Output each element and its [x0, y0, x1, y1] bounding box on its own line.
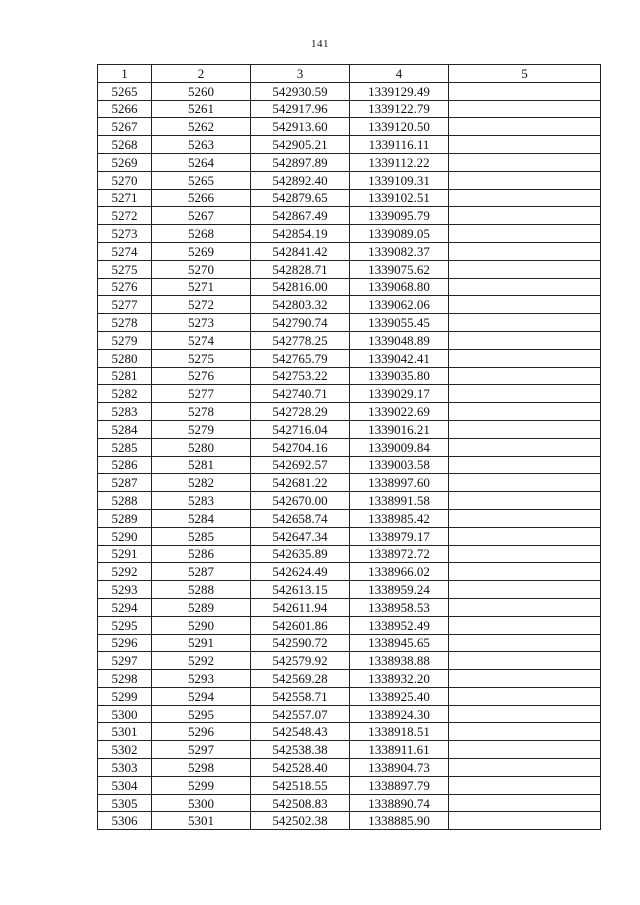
- table-cell-col-5: [449, 545, 601, 563]
- table-cell-col-4: 1338985.42: [350, 509, 449, 527]
- table-row: [98, 687, 601, 705]
- table-cell-col-4: 1338945.65: [350, 634, 449, 652]
- table-cell-col-3: 542728.29: [251, 403, 350, 421]
- table-cell-col-3: 542613.15: [251, 581, 350, 599]
- column-header-4: 4: [350, 65, 449, 83]
- table-cell-col-2: 5282: [152, 474, 251, 492]
- table-cell-col-4: 1339109.31: [350, 171, 449, 189]
- table-cell-col-3: 542704.16: [251, 438, 350, 456]
- table-cell-col-1: 5270: [98, 171, 152, 189]
- table-cell-col-3: 542558.71: [251, 687, 350, 705]
- table-cell-col-5: [449, 331, 601, 349]
- table-cell-col-3: 542647.34: [251, 527, 350, 545]
- table-cell-col-2: 5293: [152, 670, 251, 688]
- table-cell-col-2: 5301: [152, 812, 251, 830]
- table-cell-col-5: [449, 296, 601, 314]
- table-cell-col-1: 5277: [98, 296, 152, 314]
- table-cell-col-5: [449, 776, 601, 794]
- table-cell-col-4: 1338952.49: [350, 616, 449, 634]
- table-cell-col-2: 5289: [152, 598, 251, 616]
- column-header-1: 1: [98, 65, 152, 83]
- table-cell-col-2: 5271: [152, 278, 251, 296]
- table-cell-col-5: [449, 456, 601, 474]
- table-cell-col-2: 5291: [152, 634, 251, 652]
- table-cell-col-1: 5291: [98, 545, 152, 563]
- table-cell-col-2: 5287: [152, 563, 251, 581]
- table-cell-col-1: 5281: [98, 367, 152, 385]
- table-row: [98, 153, 601, 171]
- table-cell-col-4: 1339120.50: [350, 118, 449, 136]
- table-cell-col-3: 542930.59: [251, 82, 350, 100]
- table-row: [98, 616, 601, 634]
- table-cell-col-2: 5265: [152, 171, 251, 189]
- table-cell-col-1: 5283: [98, 403, 152, 421]
- table-cell-col-2: 5300: [152, 794, 251, 812]
- table-row: [98, 456, 601, 474]
- table-cell-col-4: 1339029.17: [350, 385, 449, 403]
- table-cell-col-2: 5296: [152, 723, 251, 741]
- table-cell-col-3: 542913.60: [251, 118, 350, 136]
- table-cell-col-2: 5298: [152, 759, 251, 777]
- table-cell-col-3: 542854.19: [251, 225, 350, 243]
- table-row: [98, 420, 601, 438]
- table-cell-col-1: 5292: [98, 563, 152, 581]
- table-row: [98, 527, 601, 545]
- table-row: [98, 367, 601, 385]
- table-cell-col-5: [449, 171, 601, 189]
- table-row: [98, 225, 601, 243]
- table-cell-col-5: [449, 189, 601, 207]
- table-row: [98, 776, 601, 794]
- table-cell-col-3: 542528.40: [251, 759, 350, 777]
- table-cell-col-1: 5276: [98, 278, 152, 296]
- table-cell-col-1: 5279: [98, 331, 152, 349]
- table-row: [98, 474, 601, 492]
- table-cell-col-1: 5304: [98, 776, 152, 794]
- table-cell-col-3: 542867.49: [251, 207, 350, 225]
- table-cell-col-2: 5273: [152, 314, 251, 332]
- table-cell-col-2: 5266: [152, 189, 251, 207]
- table-cell-col-1: 5297: [98, 652, 152, 670]
- table-cell-col-3: 542765.79: [251, 349, 350, 367]
- table-row: [98, 242, 601, 260]
- table-cell-col-4: 1339075.62: [350, 260, 449, 278]
- table-cell-col-3: 542611.94: [251, 598, 350, 616]
- table-cell-col-5: [449, 616, 601, 634]
- table-cell-col-4: 1338925.40: [350, 687, 449, 705]
- table-cell-col-5: [449, 563, 601, 581]
- table-cell-col-3: 542753.22: [251, 367, 350, 385]
- table-cell-col-4: 1339095.79: [350, 207, 449, 225]
- table-cell-col-2: 5262: [152, 118, 251, 136]
- table-cell-col-4: 1339062.06: [350, 296, 449, 314]
- coordinates-table: [97, 64, 601, 830]
- table-cell-col-4: 1338918.51: [350, 723, 449, 741]
- table-cell-col-1: 5293: [98, 581, 152, 599]
- table-row: [98, 563, 601, 581]
- table-row: [98, 403, 601, 421]
- table-cell-col-2: 5269: [152, 242, 251, 260]
- table-cell-col-3: 542569.28: [251, 670, 350, 688]
- table-cell-col-5: [449, 153, 601, 171]
- table-cell-col-3: 542841.42: [251, 242, 350, 260]
- table-cell-col-2: 5283: [152, 492, 251, 510]
- table-cell-col-4: 1338897.79: [350, 776, 449, 794]
- table-cell-col-4: 1338991.58: [350, 492, 449, 510]
- table-cell-col-5: [449, 207, 601, 225]
- table-row: [98, 741, 601, 759]
- table-body: [98, 82, 601, 829]
- table-cell-col-2: 5286: [152, 545, 251, 563]
- table-cell-col-5: [449, 367, 601, 385]
- table-cell-col-4: 1339035.80: [350, 367, 449, 385]
- table-cell-col-3: 542828.71: [251, 260, 350, 278]
- table-cell-col-3: 542624.49: [251, 563, 350, 581]
- table-cell-col-3: 542816.00: [251, 278, 350, 296]
- table-cell-col-2: 5295: [152, 705, 251, 723]
- table-cell-col-2: 5280: [152, 438, 251, 456]
- table-cell-col-5: [449, 474, 601, 492]
- table-cell-col-5: [449, 652, 601, 670]
- table-cell-col-3: 542635.89: [251, 545, 350, 563]
- table-cell-col-2: 5268: [152, 225, 251, 243]
- table-cell-col-2: 5264: [152, 153, 251, 171]
- table-cell-col-2: 5292: [152, 652, 251, 670]
- table-cell-col-1: 5273: [98, 225, 152, 243]
- table-cell-col-3: 542879.65: [251, 189, 350, 207]
- table-cell-col-4: 1338972.72: [350, 545, 449, 563]
- table-cell-col-2: 5281: [152, 456, 251, 474]
- table-cell-col-3: 542658.74: [251, 509, 350, 527]
- table-cell-col-4: 1339112.22: [350, 153, 449, 171]
- table-cell-col-2: 5279: [152, 420, 251, 438]
- table-cell-col-4: 1338911.61: [350, 741, 449, 759]
- table-row: [98, 652, 601, 670]
- page-number: 141: [311, 38, 329, 50]
- table-cell-col-4: 1339042.41: [350, 349, 449, 367]
- table-cell-col-3: 542579.92: [251, 652, 350, 670]
- table-cell-col-3: 542548.43: [251, 723, 350, 741]
- table-cell-col-2: 5274: [152, 331, 251, 349]
- table-cell-col-5: [449, 581, 601, 599]
- table-row: [98, 492, 601, 510]
- table-cell-col-5: [449, 687, 601, 705]
- table-cell-col-4: 1339048.89: [350, 331, 449, 349]
- table-cell-col-5: [449, 314, 601, 332]
- table-row: [98, 723, 601, 741]
- table-row: [98, 100, 601, 118]
- table-cell-col-1: 5303: [98, 759, 152, 777]
- table-cell-col-3: 542716.04: [251, 420, 350, 438]
- table-row: [98, 278, 601, 296]
- table-cell-col-1: 5268: [98, 136, 152, 154]
- table-cell-col-2: 5278: [152, 403, 251, 421]
- table-cell-col-4: 1338997.60: [350, 474, 449, 492]
- table-cell-col-1: 5278: [98, 314, 152, 332]
- table-cell-col-5: [449, 82, 601, 100]
- table-cell-col-4: 1339122.79: [350, 100, 449, 118]
- table-cell-col-5: [449, 225, 601, 243]
- table-cell-col-3: 542803.32: [251, 296, 350, 314]
- table-cell-col-4: 1338966.02: [350, 563, 449, 581]
- table-cell-col-3: 542892.40: [251, 171, 350, 189]
- table-row: [98, 634, 601, 652]
- table-cell-col-4: 1339022.69: [350, 403, 449, 421]
- table-cell-col-5: [449, 278, 601, 296]
- table-cell-col-5: [449, 598, 601, 616]
- table-row: [98, 438, 601, 456]
- table-cell-col-2: 5299: [152, 776, 251, 794]
- table-cell-col-1: 5284: [98, 420, 152, 438]
- table-cell-col-1: 5300: [98, 705, 152, 723]
- table-row: [98, 812, 601, 830]
- table-cell-col-2: 5290: [152, 616, 251, 634]
- table-cell-col-2: 5276: [152, 367, 251, 385]
- table-row: [98, 82, 601, 100]
- table-cell-col-4: 1338938.88: [350, 652, 449, 670]
- table-row: [98, 581, 601, 599]
- table-cell-col-2: 5260: [152, 82, 251, 100]
- table-cell-col-3: 542518.55: [251, 776, 350, 794]
- table-cell-col-4: 1338904.73: [350, 759, 449, 777]
- table-cell-col-4: 1338958.53: [350, 598, 449, 616]
- table-cell-col-5: [449, 438, 601, 456]
- table-cell-col-1: 5299: [98, 687, 152, 705]
- table-cell-col-1: 5306: [98, 812, 152, 830]
- table-cell-col-3: 542790.74: [251, 314, 350, 332]
- column-header-2: 2: [152, 65, 251, 83]
- table-cell-col-1: 5288: [98, 492, 152, 510]
- table-cell-col-3: 542692.57: [251, 456, 350, 474]
- table-cell-col-3: 542557.07: [251, 705, 350, 723]
- table-row: [98, 509, 601, 527]
- table-cell-col-3: 542905.21: [251, 136, 350, 154]
- table-cell-col-3: 542681.22: [251, 474, 350, 492]
- table-cell-col-2: 5261: [152, 100, 251, 118]
- table-header-row: [98, 65, 601, 83]
- table-cell-col-5: [449, 812, 601, 830]
- table-cell-col-4: 1338924.30: [350, 705, 449, 723]
- table-cell-col-2: 5263: [152, 136, 251, 154]
- table-cell-col-5: [449, 509, 601, 527]
- table-row: [98, 331, 601, 349]
- table-cell-col-5: [449, 759, 601, 777]
- table-row: [98, 314, 601, 332]
- table-cell-col-3: 542778.25: [251, 331, 350, 349]
- table-cell-col-3: 542508.83: [251, 794, 350, 812]
- table-row: [98, 189, 601, 207]
- column-header-5: 5: [449, 65, 601, 83]
- table-cell-col-1: 5274: [98, 242, 152, 260]
- table-cell-col-4: 1338932.20: [350, 670, 449, 688]
- table-cell-col-5: [449, 136, 601, 154]
- table-row: [98, 207, 601, 225]
- table-cell-col-2: 5272: [152, 296, 251, 314]
- table-cell-col-5: [449, 634, 601, 652]
- table-cell-col-1: 5298: [98, 670, 152, 688]
- table-cell-col-5: [449, 100, 601, 118]
- table-cell-col-3: 542897.89: [251, 153, 350, 171]
- table-cell-col-1: 5301: [98, 723, 152, 741]
- table-cell-col-5: [449, 741, 601, 759]
- table-cell-col-2: 5294: [152, 687, 251, 705]
- table-row: [98, 260, 601, 278]
- table-cell-col-4: 1339129.49: [350, 82, 449, 100]
- table-cell-col-1: 5294: [98, 598, 152, 616]
- table-cell-col-5: [449, 723, 601, 741]
- table-cell-col-2: 5284: [152, 509, 251, 527]
- table-cell-col-3: 542740.71: [251, 385, 350, 403]
- table-cell-col-1: 5280: [98, 349, 152, 367]
- table-cell-col-1: 5285: [98, 438, 152, 456]
- table-row: [98, 171, 601, 189]
- table-cell-col-4: 1339068.80: [350, 278, 449, 296]
- table-cell-col-4: 1338979.17: [350, 527, 449, 545]
- table-cell-col-4: 1338885.90: [350, 812, 449, 830]
- table-row: [98, 705, 601, 723]
- table-cell-col-4: 1338890.74: [350, 794, 449, 812]
- table-cell-col-1: 5287: [98, 474, 152, 492]
- table-cell-col-1: 5267: [98, 118, 152, 136]
- table-cell-col-1: 5286: [98, 456, 152, 474]
- table-cell-col-4: 1339082.37: [350, 242, 449, 260]
- table-cell-col-3: 542601.86: [251, 616, 350, 634]
- table-cell-col-5: [449, 385, 601, 403]
- table-cell-col-3: 542590.72: [251, 634, 350, 652]
- table-row: [98, 670, 601, 688]
- table-cell-col-3: 542670.00: [251, 492, 350, 510]
- table-cell-col-4: 1338959.24: [350, 581, 449, 599]
- table-cell-col-5: [449, 118, 601, 136]
- table-cell-col-4: 1339009.84: [350, 438, 449, 456]
- table-cell-col-4: 1339016.21: [350, 420, 449, 438]
- table-cell-col-5: [449, 527, 601, 545]
- table-cell-col-1: 5305: [98, 794, 152, 812]
- table-cell-col-3: 542538.38: [251, 741, 350, 759]
- table-cell-col-5: [449, 492, 601, 510]
- table-cell-col-1: 5266: [98, 100, 152, 118]
- table-cell-col-1: 5275: [98, 260, 152, 278]
- table-cell-col-4: 1339102.51: [350, 189, 449, 207]
- table-cell-col-2: 5288: [152, 581, 251, 599]
- table-row: [98, 136, 601, 154]
- table-cell-col-3: 542917.96: [251, 100, 350, 118]
- table-cell-col-5: [449, 349, 601, 367]
- table-cell-col-2: 5285: [152, 527, 251, 545]
- table-cell-col-2: 5270: [152, 260, 251, 278]
- table-cell-col-1: 5265: [98, 82, 152, 100]
- table-cell-col-4: 1339089.05: [350, 225, 449, 243]
- table-cell-col-2: 5267: [152, 207, 251, 225]
- table-cell-col-1: 5289: [98, 509, 152, 527]
- table-row: [98, 385, 601, 403]
- table-cell-col-5: [449, 242, 601, 260]
- table-cell-col-1: 5282: [98, 385, 152, 403]
- table-cell-col-4: 1339055.45: [350, 314, 449, 332]
- table-cell-col-3: 542502.38: [251, 812, 350, 830]
- table-cell-col-1: 5296: [98, 634, 152, 652]
- table-cell-col-5: [449, 705, 601, 723]
- table-cell-col-2: 5297: [152, 741, 251, 759]
- table-cell-col-2: 5277: [152, 385, 251, 403]
- table-cell-col-1: 5302: [98, 741, 152, 759]
- table-cell-col-5: [449, 794, 601, 812]
- table-cell-col-5: [449, 420, 601, 438]
- table-cell-col-5: [449, 260, 601, 278]
- table-cell-col-5: [449, 403, 601, 421]
- table-cell-col-4: 1339116.11: [350, 136, 449, 154]
- table-cell-col-1: 5272: [98, 207, 152, 225]
- table-cell-col-2: 5275: [152, 349, 251, 367]
- column-header-3: 3: [251, 65, 350, 83]
- table-row: [98, 598, 601, 616]
- table-row: [98, 349, 601, 367]
- table-cell-col-5: [449, 670, 601, 688]
- table-row: [98, 118, 601, 136]
- table-row: [98, 759, 601, 777]
- table-cell-col-1: 5290: [98, 527, 152, 545]
- table-cell-col-4: 1339003.58: [350, 456, 449, 474]
- table-cell-col-1: 5271: [98, 189, 152, 207]
- table-cell-col-1: 5295: [98, 616, 152, 634]
- table-row: [98, 296, 601, 314]
- table-row: [98, 545, 601, 563]
- table-row: [98, 794, 601, 812]
- table-cell-col-1: 5269: [98, 153, 152, 171]
